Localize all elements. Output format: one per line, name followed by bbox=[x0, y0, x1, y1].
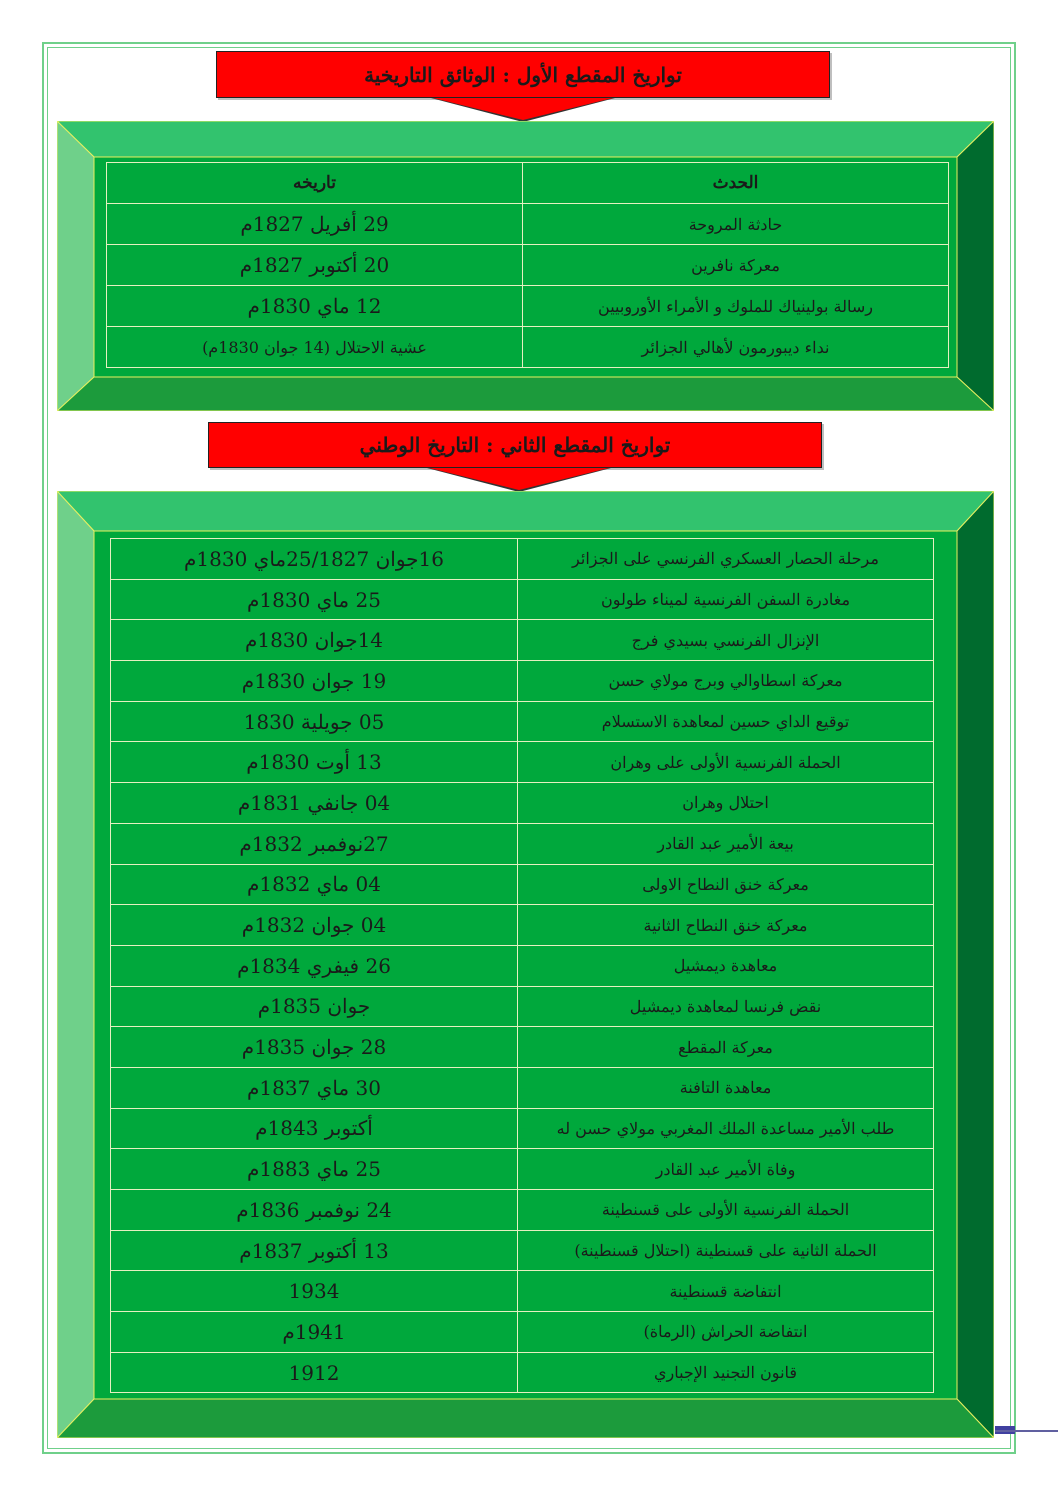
table-row bbox=[111, 1352, 934, 1393]
table-row bbox=[111, 1312, 934, 1353]
table-row bbox=[111, 864, 934, 905]
table-row bbox=[107, 327, 949, 368]
table-row bbox=[111, 1067, 934, 1108]
section1-table bbox=[106, 162, 949, 368]
date-cell: 14جوان 1830م bbox=[111, 620, 518, 661]
section2-table bbox=[110, 538, 934, 1393]
date-cell: 27نوفمبر 1832م bbox=[111, 823, 518, 864]
date-cell: 04 جانفي 1831م bbox=[111, 783, 518, 824]
header-date: تاريخه bbox=[107, 163, 523, 204]
section2-title: تواريخ المقطع الثاني : التاريخ الوطني bbox=[359, 433, 671, 457]
event-cell: حادثة المروحة bbox=[523, 204, 949, 245]
event-cell: الحملة الثانية على قسنطينة (احتلال قسنطينة) bbox=[518, 1230, 934, 1271]
date-cell: أكتوبر 1843م bbox=[111, 1108, 518, 1149]
event-cell: معركة اسطاوالي وبرج مولاي حسن bbox=[518, 661, 934, 702]
event-cell: توقيع الداي حسين لمعاهدة الاستسلام bbox=[518, 701, 934, 742]
table-row bbox=[107, 286, 949, 327]
date-cell: 28 جوان 1835م bbox=[111, 1027, 518, 1068]
date-cell: 1941م bbox=[111, 1312, 518, 1353]
table-row bbox=[111, 701, 934, 742]
date-cell: 05 جويلية 1830 bbox=[111, 701, 518, 742]
table-row bbox=[107, 245, 949, 286]
event-cell: رسالة بولينياك للملوك و الأمراء الأوروبيين bbox=[523, 286, 949, 327]
table-row bbox=[111, 1027, 934, 1068]
section1-title-banner bbox=[216, 51, 830, 98]
event-cell: الإنزال الفرنسي بسيدي فرج bbox=[518, 620, 934, 661]
section2-title-banner bbox=[208, 422, 822, 468]
date-cell: عشية الاحتلال (14 جوان 1830م) bbox=[107, 327, 523, 368]
table-row bbox=[111, 1271, 934, 1312]
table-row bbox=[111, 1230, 934, 1271]
date-cell: 26 فيفري 1834م bbox=[111, 945, 518, 986]
table-row bbox=[111, 905, 934, 946]
event-cell: معركة خنق النطاح الثانية bbox=[518, 905, 934, 946]
date-cell: 30 ماي 1837م bbox=[111, 1067, 518, 1108]
date-cell: 25 ماي 1883م bbox=[111, 1149, 518, 1190]
table-row bbox=[107, 204, 949, 245]
date-cell: 19 جوان 1830م bbox=[111, 661, 518, 702]
event-cell: معاهدة التافنة bbox=[518, 1067, 934, 1108]
section2-arrow bbox=[429, 468, 609, 490]
event-cell: طلب الأمير مساعدة الملك المغربي مولاي حسن له bbox=[518, 1108, 934, 1149]
event-cell: الحملة الفرنسية الأولى على قسنطينة bbox=[518, 1190, 934, 1231]
page-corner-line bbox=[995, 1430, 1058, 1432]
table-row bbox=[111, 1108, 934, 1149]
date-cell: 24 نوفمبر 1836م bbox=[111, 1190, 518, 1231]
table-row bbox=[111, 986, 934, 1027]
table-row bbox=[111, 539, 934, 580]
table-row bbox=[111, 620, 934, 661]
table-row bbox=[111, 661, 934, 702]
date-cell: 1912 bbox=[111, 1352, 518, 1393]
table-row bbox=[111, 1190, 934, 1231]
date-cell: 25 ماي 1830م bbox=[111, 579, 518, 620]
event-cell: مغادرة السفن الفرنسية لميناء طولون bbox=[518, 579, 934, 620]
table-row bbox=[111, 945, 934, 986]
date-cell: 16جوان 25/1827ماي 1830م bbox=[111, 539, 518, 580]
date-cell: 13 أكتوبر 1837م bbox=[111, 1230, 518, 1271]
event-cell: انتفاضة الحراش (الرماة) bbox=[518, 1312, 934, 1353]
date-cell: 04 جوان 1832م bbox=[111, 905, 518, 946]
event-cell: نقض فرنسا لمعاهدة ديمشيل bbox=[518, 986, 934, 1027]
section1-arrow bbox=[433, 98, 613, 120]
table-row bbox=[111, 823, 934, 864]
event-cell: وفاة الأمير عبد القادر bbox=[518, 1149, 934, 1190]
event-cell: نداء ديبورمون لأهالي الجزائر bbox=[523, 327, 949, 368]
event-cell: الحملة الفرنسية الأولى على وهران bbox=[518, 742, 934, 783]
header-event: الحدث bbox=[523, 163, 949, 204]
date-cell: 20 أكتوبر 1827م bbox=[107, 245, 523, 286]
event-cell: معركة نافرين bbox=[523, 245, 949, 286]
table-row bbox=[111, 742, 934, 783]
date-cell: 12 ماي 1830م bbox=[107, 286, 523, 327]
event-cell: معاهدة ديمشيل bbox=[518, 945, 934, 986]
date-cell: 04 ماي 1832م bbox=[111, 864, 518, 905]
event-cell: معركة خنق النطاح الاولى bbox=[518, 864, 934, 905]
date-cell: 29 أفريل 1827م bbox=[107, 204, 523, 245]
date-cell: 13 أوت 1830م bbox=[111, 742, 518, 783]
table-row bbox=[111, 579, 934, 620]
date-cell: 1934 bbox=[111, 1271, 518, 1312]
event-cell: بيعة الأمير عبد القادر bbox=[518, 823, 934, 864]
section1-header-row bbox=[107, 163, 949, 204]
section1-title: تواريخ المقطع الأول : الوثائق التاريخية bbox=[364, 62, 682, 87]
event-cell: معركة المقطع bbox=[518, 1027, 934, 1068]
table-row bbox=[111, 1149, 934, 1190]
table-row bbox=[111, 783, 934, 824]
event-cell: انتفاضة قسنطينة bbox=[518, 1271, 934, 1312]
event-cell: قانون التجنيد الإجباري bbox=[518, 1352, 934, 1393]
event-cell: مرحلة الحصار العسكري الفرنسي على الجزائر bbox=[518, 539, 934, 580]
event-cell: احتلال وهران bbox=[518, 783, 934, 824]
date-cell: جوان 1835م bbox=[111, 986, 518, 1027]
